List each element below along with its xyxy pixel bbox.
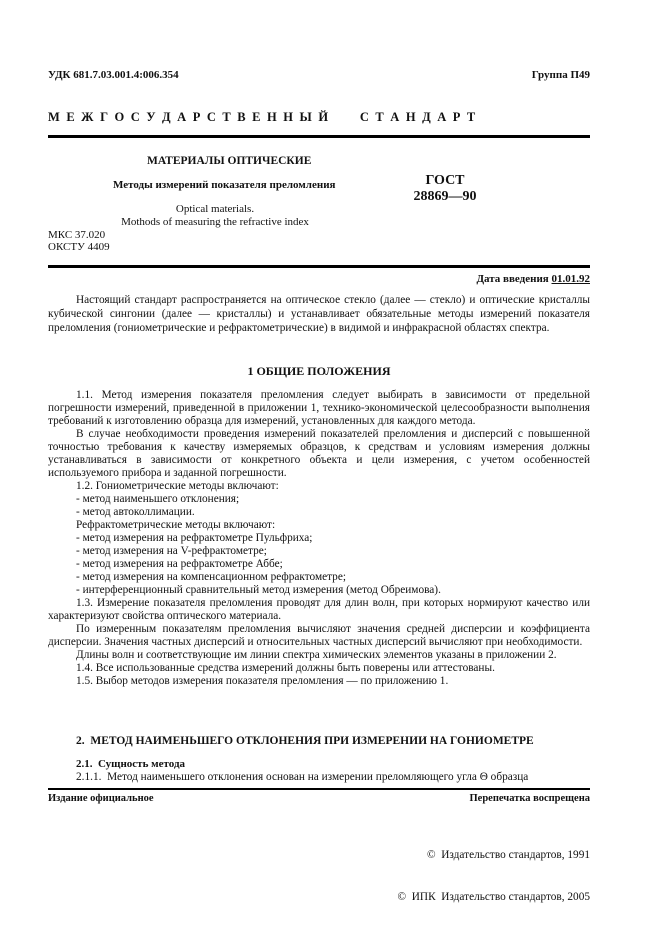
- list-item: - метод измерения на компенсационном рефрактометре;: [76, 571, 346, 583]
- effective-date-label: Дата введения: [476, 273, 549, 285]
- intro-paragraph: [48, 293, 590, 335]
- list-item: - метод автоколлимации.: [76, 506, 195, 518]
- udk-code: УДК 681.7.03.001.4:006.354: [48, 69, 179, 81]
- effective-date-value: 01.01.92: [551, 273, 590, 285]
- paragraph: По измеренным показателям преломления вычисляют значения средней дисперсии и коэффициента дисперсии. Значения частных дисперсий и относительных частных дисперсий вычисляют при необходимости.: [48, 623, 590, 648]
- document-subtitle: Методы измерений показателя преломления: [113, 179, 336, 191]
- intro-text: Настоящий стандарт распространяется на оптическое стекло (далее — стекло) и оптические кристаллы кубической сингонии (далее — кристаллы) и устанавливает обязательные методы измерений показателя преломления (гониометрические и рефрактометрические) в видимой и инфракрасной областях спектра.: [48, 294, 590, 334]
- standard-type-heading: М Е Ж Г О С У Д А Р С Т В Е Н Н Ы Й С Т А Н Д А Р Т: [48, 110, 476, 124]
- paragraph: 1.4. Все использованные средства измерений должны быть поверены или аттестованы.: [76, 662, 495, 674]
- document-title: МАТЕРИАЛЫ ОПТИЧЕСКИЕ: [147, 155, 312, 167]
- english-title: [90, 203, 340, 229]
- copyright-1991: © Издательство стандартов, 1991: [427, 849, 590, 861]
- english-title-line-2: Mothods of measuring the refractive index: [121, 216, 309, 228]
- paragraph: 1.2. Гониометрические методы включают:: [76, 480, 279, 492]
- gost-label: ГОСТ: [425, 173, 465, 188]
- section-2-1-1-text: 2.1.1. Метод наименьшего отклонения основан на измерении преломляющего угла Θ образца: [76, 771, 529, 783]
- section-1-heading: 1 ОБЩИЕ ПОЛОЖЕНИЯ: [247, 364, 391, 378]
- classification-codes: [48, 229, 110, 253]
- reprint-notice: Перепечатка воспрещена: [469, 793, 590, 804]
- section-1-body: [48, 389, 590, 688]
- paragraph: 1.5. Выбор методов измерения показателя преломления — по приложению 1.: [76, 675, 449, 687]
- copyright-block: [398, 820, 590, 918]
- list-item: - метод измерения на рефрактометре Аббе;: [76, 558, 283, 570]
- okstu-code: ОКСТУ 4409: [48, 241, 110, 253]
- group-code: Группа П49: [531, 69, 590, 81]
- paragraph: 1.3. Измерение показателя преломления проводят для длин волн, при которых нормируют качество или характеризуют свойства оптического материала.: [48, 597, 590, 622]
- gost-number: 28869—90: [413, 189, 477, 204]
- mks-code: МКС 37.020: [48, 229, 106, 241]
- paragraph: Длины волн и соответствующие им линии спектра химических элементов указаны в приложении 2.: [76, 649, 557, 661]
- official-edition-label: Издание официальное: [48, 793, 154, 804]
- title-rule: [48, 265, 590, 268]
- list-item: - метод измерения на рефрактометре Пульфриха;: [76, 532, 313, 544]
- english-title-line-1: Optical materials.: [175, 203, 255, 215]
- footer-rule: [48, 788, 590, 790]
- list-item: - метод наименьшего отклонения;: [76, 493, 240, 505]
- gost-designation: [395, 173, 495, 205]
- effective-date: [476, 273, 590, 285]
- header-rule: [48, 135, 590, 138]
- section-2-1-heading: 2.1. Сущность метода: [76, 758, 186, 770]
- paragraph: В случае необходимости проведения измерений показателей преломления и дисперсий с повышенной точностью требования к качеству измеряемых образцов, к средствам и условиям измерения должны устанавливаться в зависимости от конкретного объекта и цели измерения, с учетом особенностей используемого прибора и заданной погрешности.: [48, 428, 590, 479]
- paragraph: 1.1. Метод измерения показателя преломления следует выбирать в зависимости от предельной погрешности измерений, приведенной в приложении 1, технико-экономической целесообразности выполнения требований к изготовлению образца для измерений, установленных для каждого метода.: [48, 389, 590, 427]
- paragraph: Рефрактометрические методы включают:: [76, 519, 276, 531]
- section-2-heading: 2. МЕТОД НАИМЕНЬШЕГО ОТКЛОНЕНИЯ ПРИ ИЗМЕРЕНИИ НА ГОНИОМЕТРЕ: [76, 735, 534, 747]
- list-item: - метод измерения на V-рефрактометре;: [76, 545, 267, 557]
- list-item: - интерференционный сравнительный метод измерения (метод Обреимова).: [76, 584, 441, 596]
- copyright-2005: © ИПК Издательство стандартов, 2005: [397, 891, 590, 903]
